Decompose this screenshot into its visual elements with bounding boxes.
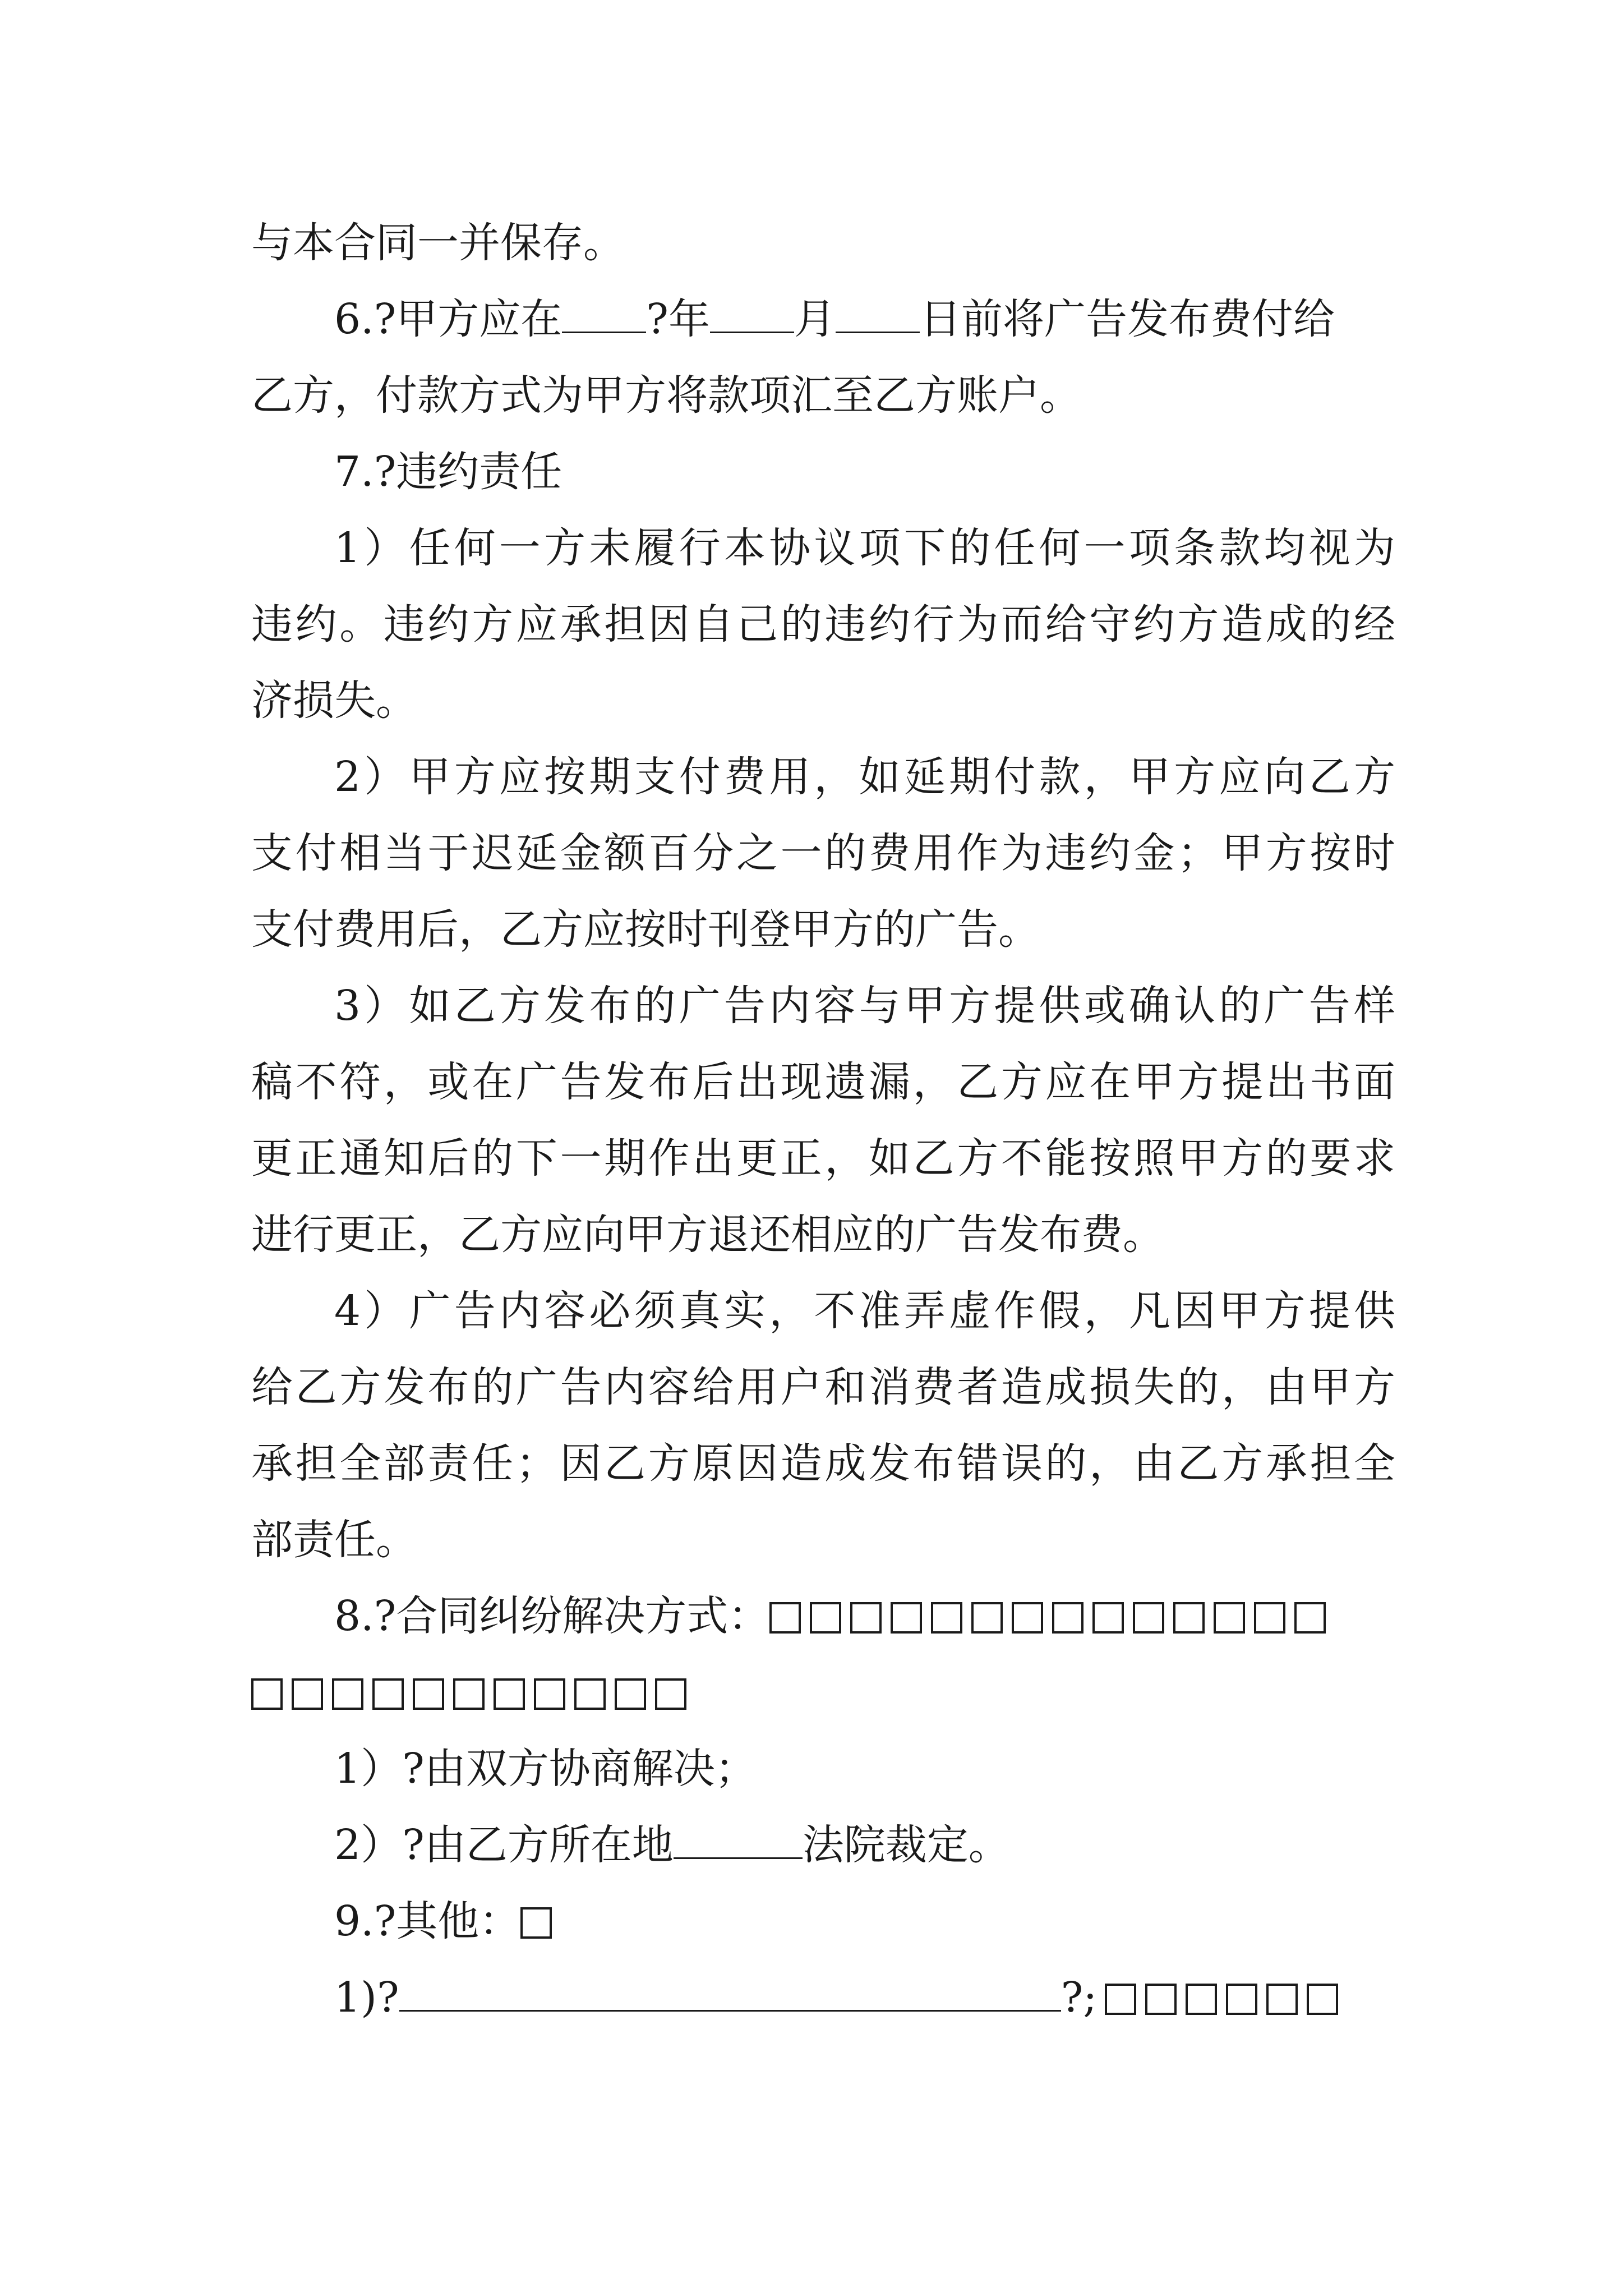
checkbox[interactable] (574, 1678, 606, 1710)
line-text: ?年 (646, 295, 710, 343)
checkbox[interactable] (850, 1602, 882, 1634)
checkbox-row-continued (251, 1662, 1395, 1723)
checkbox[interactable] (1145, 1984, 1177, 2015)
text-line (251, 365, 1395, 426)
other-item-blank (399, 1967, 1061, 2012)
checkbox[interactable] (810, 1602, 841, 1634)
line-text: 3）如乙方发布的广告内容与甲方提供或确认的广告样 (334, 982, 1395, 1030)
section-heading (334, 441, 1395, 503)
checkbox[interactable] (413, 1678, 444, 1710)
line-text: 承担全部责任；因乙方原因造成发布错误的，由乙方承担全 (251, 1439, 1395, 1488)
checkbox[interactable] (1266, 1984, 1298, 2015)
checkbox[interactable] (1294, 1602, 1326, 1634)
line-text: 违约。违约方应承担因自己的违约行为而给守约方造成的经 (251, 600, 1395, 648)
line-text: 4）广告内容必须真实，不准弄虚作假，凡因甲方提供 (334, 1287, 1395, 1335)
checkbox[interactable] (494, 1678, 525, 1710)
court-clause-line (334, 1814, 1395, 1876)
other-item-line (334, 1967, 1395, 2028)
line-text: 稿不符，或在广告发布后出现遗漏，乙方应在甲方提出书面 (251, 1058, 1395, 1106)
text-line (251, 1356, 1395, 1418)
line-text: 支付费用后，乙方应按时刊登甲方的广告。 (251, 905, 1040, 954)
text-line (251, 822, 1395, 884)
line-text: 部责任。 (251, 1516, 417, 1564)
line-text: 2）甲方应按期支付费用，如延期付款，甲方应向乙方 (334, 753, 1395, 801)
line-text: 支付相当于迟延金额百分之一的费用作为违约金；甲方按时 (251, 829, 1395, 877)
checkbox[interactable] (615, 1678, 646, 1710)
text-line (251, 1204, 1395, 1266)
checkbox[interactable] (1052, 1602, 1083, 1634)
text-line (251, 1128, 1395, 1189)
line-text: 月 (794, 295, 836, 343)
text-line (251, 670, 1395, 731)
checkbox[interactable] (1254, 1602, 1285, 1634)
line-text: 济损失。 (251, 677, 417, 725)
text-line (251, 899, 1395, 960)
line-text: 1）任何一方未履行本协议项下的任何一项条款均视为 (334, 524, 1395, 572)
checkbox[interactable] (1226, 1984, 1257, 2015)
checkbox[interactable] (292, 1678, 323, 1710)
checkbox[interactable] (971, 1602, 1003, 1634)
text-line (251, 1433, 1395, 1494)
checkbox[interactable] (1214, 1602, 1245, 1634)
checkbox[interactable] (1173, 1602, 1205, 1634)
line-text: 给乙方发布的广告内容给用户和消费者造成损失的，由甲方 (251, 1363, 1395, 1411)
checkbox[interactable] (520, 1907, 552, 1939)
checkbox[interactable] (453, 1678, 485, 1710)
line-text: 乙方，付款方式为甲方将款项汇至乙方账户。 (251, 371, 1081, 420)
line-text: 1）?由双方协商解决； (334, 1745, 757, 1793)
line-text: 2）?由乙方所在地 (334, 1821, 674, 1869)
text-line (251, 1051, 1395, 1113)
checkbox[interactable] (769, 1602, 801, 1634)
line-text: 7.?违约责任 (334, 448, 562, 496)
month-blank (710, 289, 794, 333)
checkbox[interactable] (1307, 1984, 1338, 2015)
checkbox[interactable] (931, 1602, 962, 1634)
checkbox[interactable] (372, 1678, 404, 1710)
checkbox[interactable] (332, 1678, 363, 1710)
payment-clause-line (334, 288, 1395, 350)
checkbox[interactable] (1012, 1602, 1043, 1634)
line-text: 日前将广告发布费付给 (919, 295, 1335, 343)
checkbox[interactable] (891, 1602, 922, 1634)
checkbox[interactable] (1133, 1602, 1164, 1634)
text-line (251, 593, 1395, 655)
checkbox[interactable] (534, 1678, 565, 1710)
text-line (334, 975, 1395, 1037)
dispute-resolution-line (334, 1585, 1395, 1647)
text-line (251, 1509, 1395, 1571)
checkbox[interactable] (1105, 1984, 1136, 2015)
day-blank (836, 289, 920, 333)
other-clause-line (334, 1890, 1395, 1952)
line-text: 更正通知后的下一期作出更正，如乙方不能按照甲方的要求 (251, 1134, 1395, 1182)
line-text: 1)? (334, 1973, 399, 2022)
checkbox[interactable] (1092, 1602, 1124, 1634)
court-location-blank (674, 1815, 803, 1859)
year-blank (562, 289, 646, 333)
checkbox[interactable] (655, 1678, 686, 1710)
checkbox-row (769, 1592, 1335, 1640)
text-line (334, 1738, 1395, 1800)
checkbox[interactable] (1186, 1984, 1217, 2015)
line-text: 法院裁定。 (802, 1821, 1010, 1869)
text-line (334, 1280, 1395, 1342)
checkbox[interactable] (251, 1678, 283, 1710)
text-line (334, 517, 1395, 579)
text-line (251, 212, 1395, 274)
line-text: 与本合同一并保存。 (251, 219, 625, 267)
line-text: 进行更正，乙方应向甲方退还相应的广告发布费。 (251, 1211, 1164, 1259)
text-line (334, 746, 1395, 808)
line-text: ?; (1061, 1973, 1098, 2022)
line-text: 9.?其他： (334, 1897, 521, 1945)
line-text: 6.?甲方应在 (334, 295, 562, 343)
line-text: 8.?合同纠纷解决方式： (334, 1592, 770, 1640)
